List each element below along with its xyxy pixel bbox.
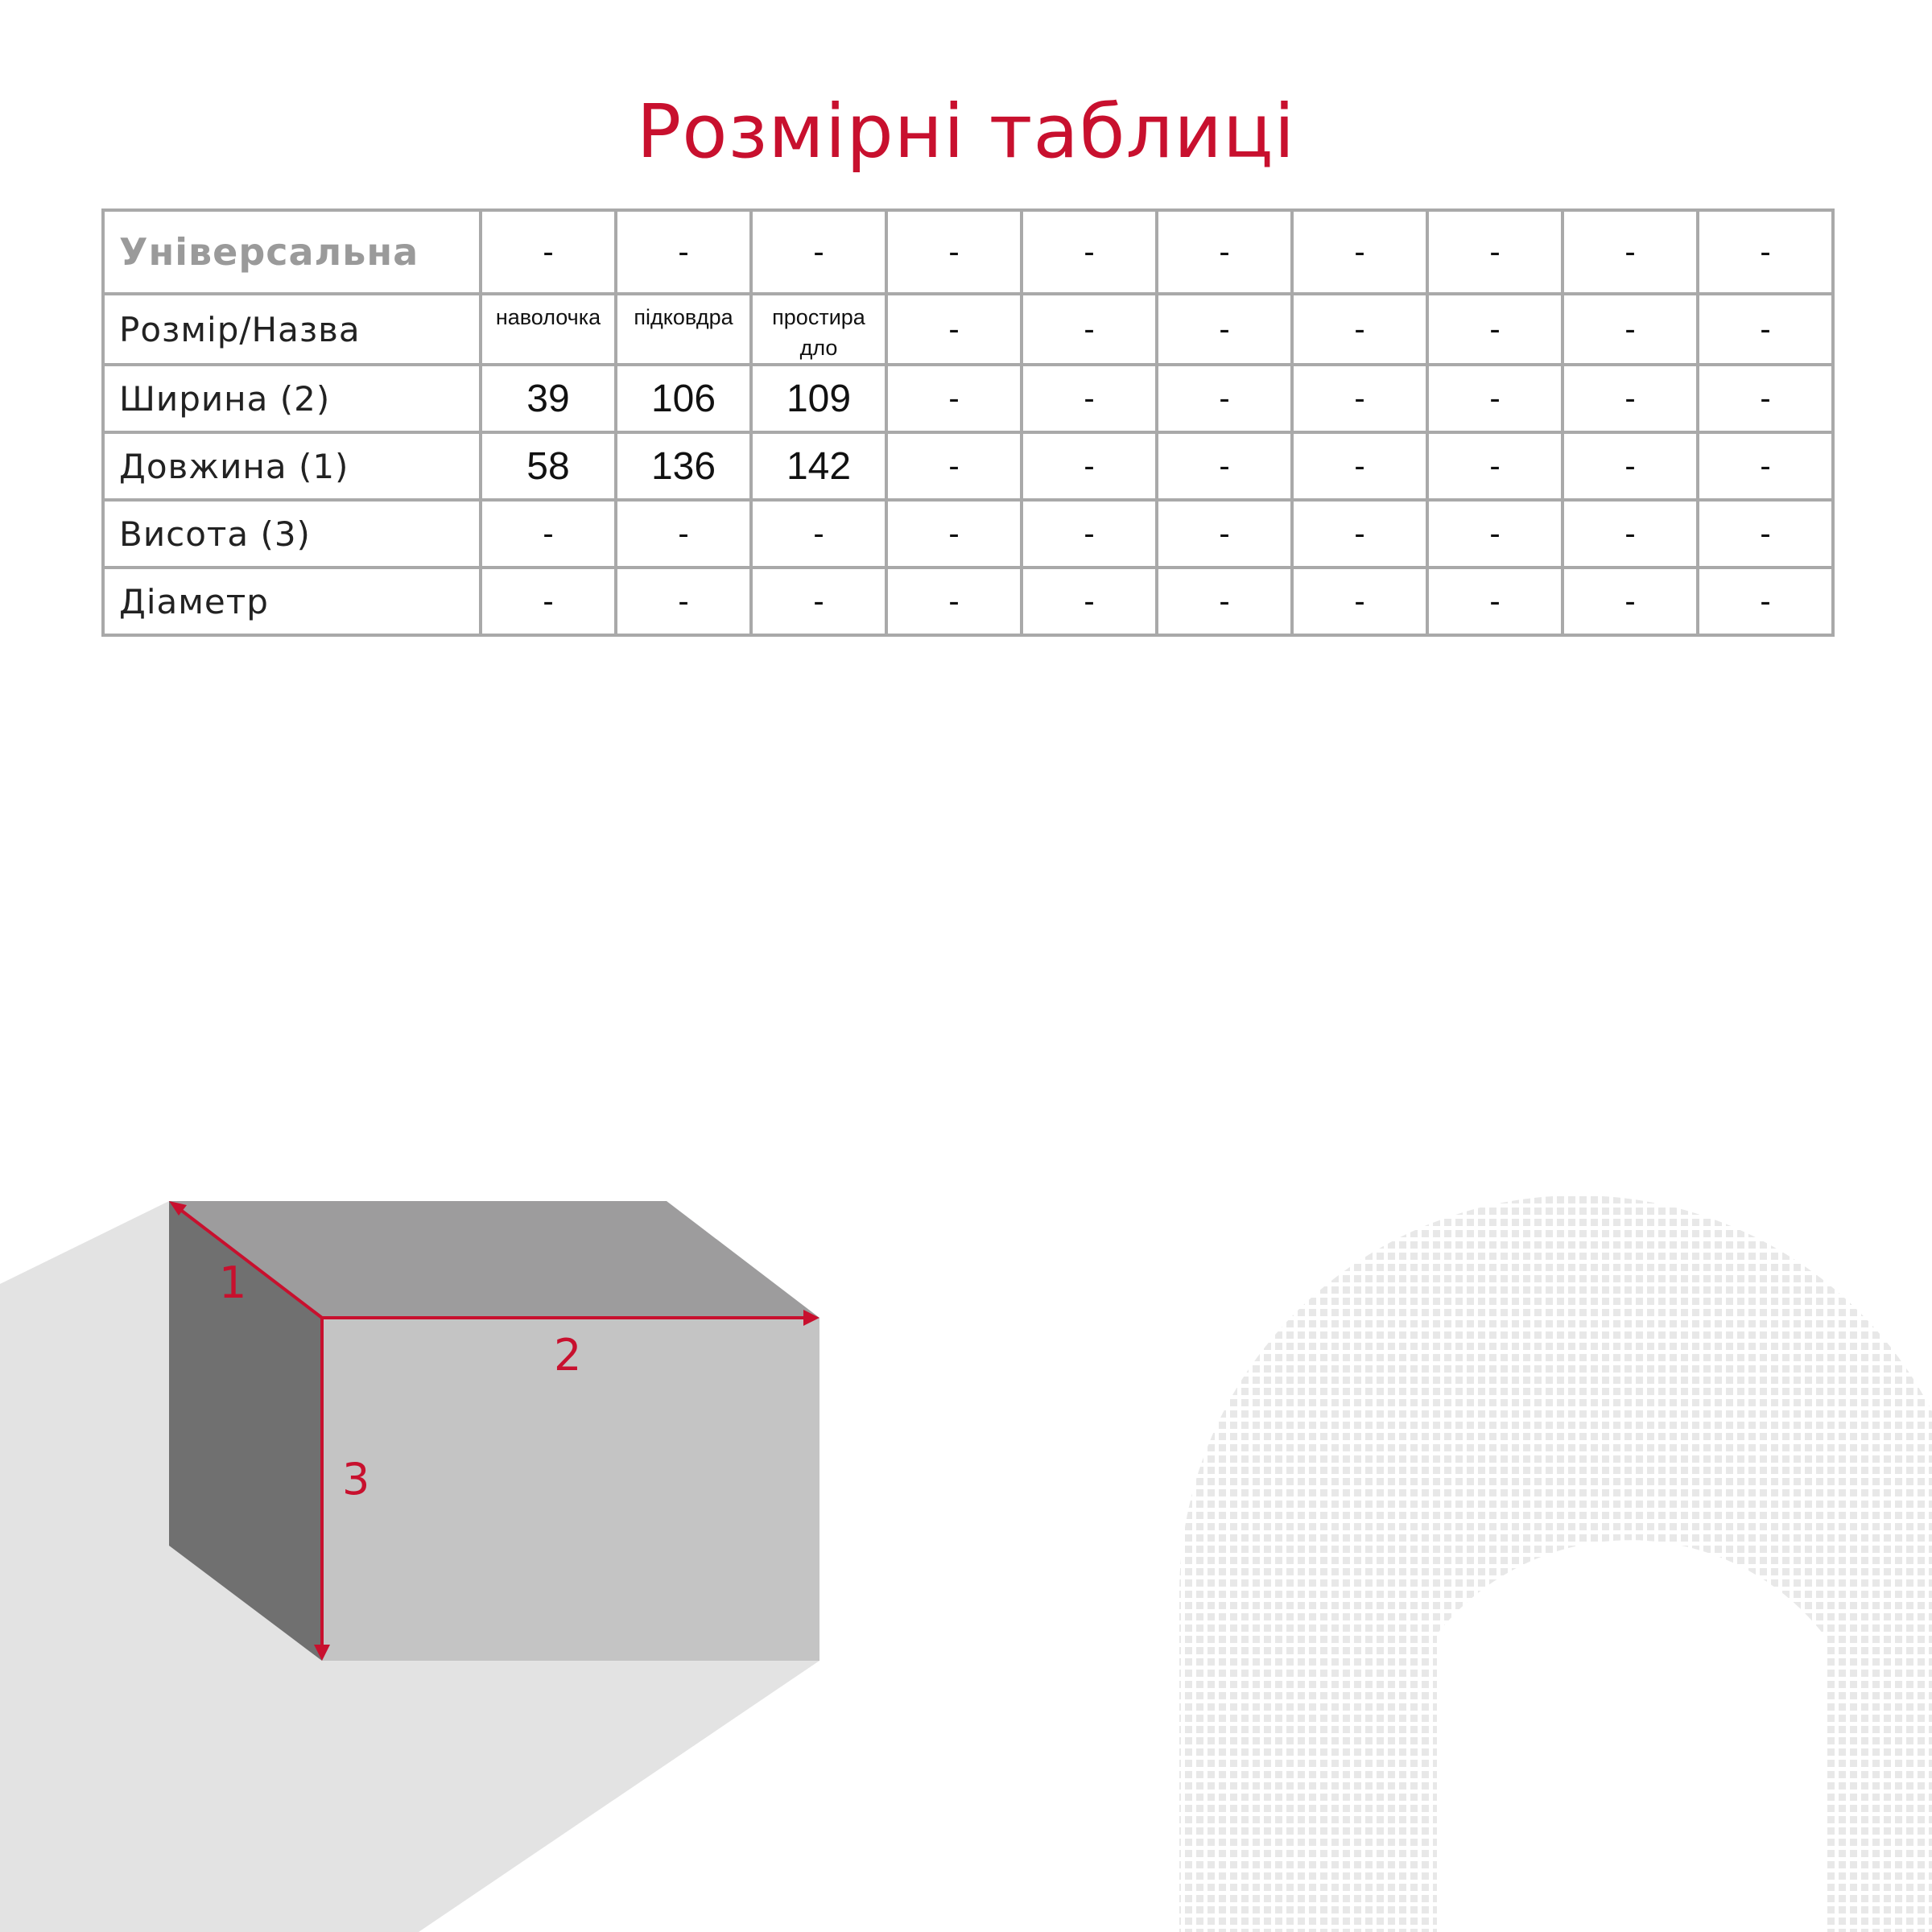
- size-table: [101, 208, 1835, 637]
- table-cell: 109: [751, 365, 886, 432]
- table-cell: -: [1698, 365, 1833, 432]
- table-cell: -: [1292, 500, 1427, 568]
- table-cell: -: [1698, 294, 1833, 365]
- row-label: Висота (3): [103, 500, 481, 568]
- table-cell: -: [1427, 500, 1563, 568]
- table-cell: -: [1157, 568, 1292, 635]
- table-cell: -: [751, 210, 886, 294]
- table-cell: -: [1157, 500, 1292, 568]
- table-row: [103, 432, 1833, 500]
- table-cell: підковдра: [616, 294, 751, 365]
- table-cell: -: [1292, 210, 1427, 294]
- table-cell: -: [1022, 432, 1157, 500]
- row-label: Довжина (1): [103, 432, 481, 500]
- table-cell: -: [481, 500, 616, 568]
- row-label: Універсальна: [103, 210, 481, 294]
- table-row: [103, 210, 1833, 294]
- table-cell: -: [1427, 294, 1563, 365]
- table-cell: -: [1292, 365, 1427, 432]
- table-cell: -: [616, 568, 751, 635]
- table-cell: -: [1427, 210, 1563, 294]
- table-cell: наволочка: [481, 294, 616, 365]
- table-cell: -: [1022, 500, 1157, 568]
- embroidery-ornament: [1159, 1167, 1932, 1932]
- table-cell: -: [481, 210, 616, 294]
- table-cell: -: [1698, 210, 1833, 294]
- table-row: [103, 294, 1833, 365]
- table-cell: -: [1022, 365, 1157, 432]
- table-cell: -: [1022, 568, 1157, 635]
- table-row: [103, 500, 1833, 568]
- table-cell: -: [886, 365, 1022, 432]
- table-cell: 106: [616, 365, 751, 432]
- table-cell: -: [886, 210, 1022, 294]
- table-cell: -: [1698, 500, 1833, 568]
- table-cell: -: [1427, 568, 1563, 635]
- table-cell: -: [1427, 432, 1563, 500]
- table-cell: -: [1427, 365, 1563, 432]
- row-label: Розмір/Назва: [103, 294, 481, 365]
- table-cell: -: [886, 568, 1022, 635]
- table-cell: 142: [751, 432, 886, 500]
- table-cell: -: [1563, 568, 1698, 635]
- page-title: Розмірні таблиці: [636, 89, 1296, 175]
- table-cell: -: [1157, 432, 1292, 500]
- table-cell: -: [1698, 568, 1833, 635]
- table-cell: -: [1563, 294, 1698, 365]
- table-cell: -: [1022, 210, 1157, 294]
- row-label: Діаметр: [103, 568, 481, 635]
- table-cell: -: [1563, 432, 1698, 500]
- table-cell: -: [1022, 294, 1157, 365]
- table-cell: -: [751, 568, 886, 635]
- dimension-1-label: 1: [219, 1257, 247, 1308]
- table-cell: -: [886, 500, 1022, 568]
- table-cell: -: [1292, 568, 1427, 635]
- dimension-3-label: 3: [342, 1454, 370, 1505]
- table-cell: -: [886, 432, 1022, 500]
- table-cell: -: [1292, 432, 1427, 500]
- table-cell: -: [886, 294, 1022, 365]
- table-cell: -: [1157, 210, 1292, 294]
- box-dimension-diagram: [0, 1167, 886, 1932]
- table-row: [103, 568, 1833, 635]
- table-cell: 58: [481, 432, 616, 500]
- table-cell: -: [1698, 432, 1833, 500]
- dimension-2-label: 2: [554, 1330, 582, 1381]
- table-row: [103, 365, 1833, 432]
- table-cell: -: [1292, 294, 1427, 365]
- table-cell: -: [1563, 500, 1698, 568]
- table-cell: -: [751, 500, 886, 568]
- table-cell: -: [1157, 294, 1292, 365]
- table-cell: -: [1563, 210, 1698, 294]
- table-cell: -: [1563, 365, 1698, 432]
- table-cell: простира дло: [751, 294, 886, 365]
- row-label: Ширина (2): [103, 365, 481, 432]
- table-cell: -: [1157, 365, 1292, 432]
- table-cell: 136: [616, 432, 751, 500]
- table-cell: -: [616, 500, 751, 568]
- table-cell: 39: [481, 365, 616, 432]
- table-cell: -: [616, 210, 751, 294]
- table-cell: -: [481, 568, 616, 635]
